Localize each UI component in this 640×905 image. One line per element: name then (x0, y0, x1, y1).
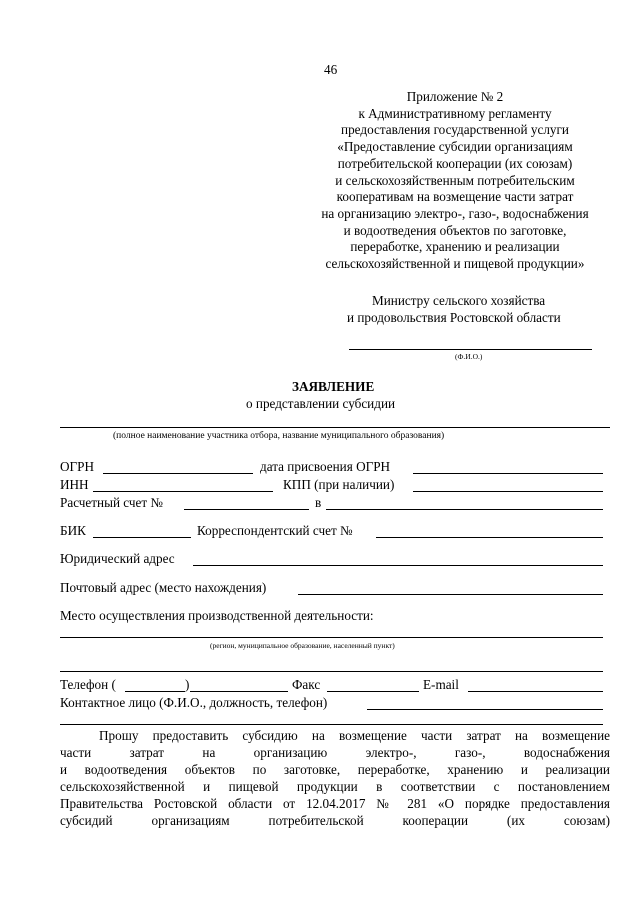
account-field[interactable] (184, 509, 309, 510)
kpp-field[interactable] (413, 491, 603, 492)
fio-caption: (Ф.И.О.) (455, 352, 483, 361)
participant-underline (60, 427, 610, 428)
appendix-line: и сельскохозяйственным потребительским (335, 172, 575, 188)
body-line: субсидий организациям потребительской кооперации (их союзам) (60, 813, 610, 828)
email-field[interactable] (468, 691, 603, 692)
bik-field[interactable] (93, 537, 191, 538)
legal-address-field[interactable] (193, 565, 603, 566)
appendix-line: кооперативам на возмещение части затрат (336, 189, 574, 205)
contact-label: Контактное лицо (Ф.И.О., должность, телефон) (60, 695, 328, 710)
fax-field[interactable] (327, 691, 419, 692)
phone-field[interactable] (190, 691, 288, 692)
participant-caption: (полное наименование участника отбора, название муниципального образования) (113, 431, 445, 441)
body-line: части затрат на организацию электро-, газо-, водоснабжения (60, 745, 610, 760)
contact-field-2[interactable] (60, 724, 603, 725)
appendix-line: Приложение № 2 (406, 89, 504, 104)
fax-label: Факс (292, 677, 321, 692)
body-line: сельскохозяйственной и пищевой продукции в соответствии с постановлением (60, 779, 610, 794)
phone-code-field[interactable] (125, 691, 185, 692)
appendix-line: и водоотведения объектов по заготовке, (343, 222, 567, 238)
activity-place-field[interactable] (60, 637, 603, 638)
bank-field[interactable] (326, 509, 603, 510)
bik-label: БИК (60, 523, 86, 538)
phone-close: ) (185, 677, 190, 692)
bank-in-label: в (315, 495, 322, 510)
appendix-line: переработке, хранению и реализации (350, 239, 560, 255)
addressee-line-1: Министру сельского хозяйства (372, 293, 546, 308)
activity-place-label: Место осуществления производственной деятельности: (60, 608, 374, 623)
postal-address-label: Почтовый адрес (место нахождения) (60, 580, 267, 595)
ogrn-date-field[interactable] (413, 473, 603, 474)
appendix-line: предоставления государственной услуги (341, 122, 569, 138)
legal-address-label: Юридический адрес (60, 551, 175, 566)
document-subtitle: о представлении субсидии (246, 396, 396, 411)
appendix-block (260, 89, 610, 273)
fio-underline (349, 349, 592, 350)
ogrn-date-label: дата присвоения ОГРН (260, 459, 391, 474)
addressee-line-2: и продовольствия Ростовской области (347, 310, 561, 325)
inn-field[interactable] (93, 491, 273, 492)
inn-label: ИНН (60, 477, 89, 492)
corr-account-label: Корреспондентский счет № (197, 523, 353, 538)
account-label: Расчетный счет № (60, 495, 164, 510)
ogrn-label: ОГРН (60, 459, 95, 474)
body-line: и водоотведения объектов по заготовке, переработке, хранению и реализации (60, 762, 610, 777)
phone-label: Телефон ( (60, 677, 116, 692)
contact-field[interactable] (367, 709, 603, 710)
kpp-label: КПП (при наличии) (283, 477, 395, 492)
appendix-line: потребительской кооперации (их союзам) (337, 155, 573, 171)
activity-place-field-2[interactable] (60, 671, 603, 672)
body-line: Правительства Ростовской области от 12.04.2017 № 281 «О порядке предоставления (60, 796, 610, 811)
appendix-line: к Административному регламенту (358, 105, 552, 121)
appendix-line: сельскохозяйственной и пищевой продукции» (325, 256, 585, 272)
page-number: 46 (324, 62, 338, 77)
document-title: ЗАЯВЛЕНИЕ (292, 379, 375, 394)
ogrn-field[interactable] (103, 473, 253, 474)
body-line: Прошу предоставить субсидию на возмещение части затрат на возмещение (99, 728, 610, 743)
appendix-line: на организацию электро-, газо-, водоснабжения (321, 205, 589, 221)
email-label: E-mail (423, 677, 459, 692)
activity-caption: (регион, муниципальное образование, населенный пункт) (210, 641, 395, 650)
corr-account-field[interactable] (376, 537, 603, 538)
appendix-line: «Предоставление субсидии организациям (337, 139, 573, 155)
postal-address-field[interactable] (298, 594, 603, 595)
